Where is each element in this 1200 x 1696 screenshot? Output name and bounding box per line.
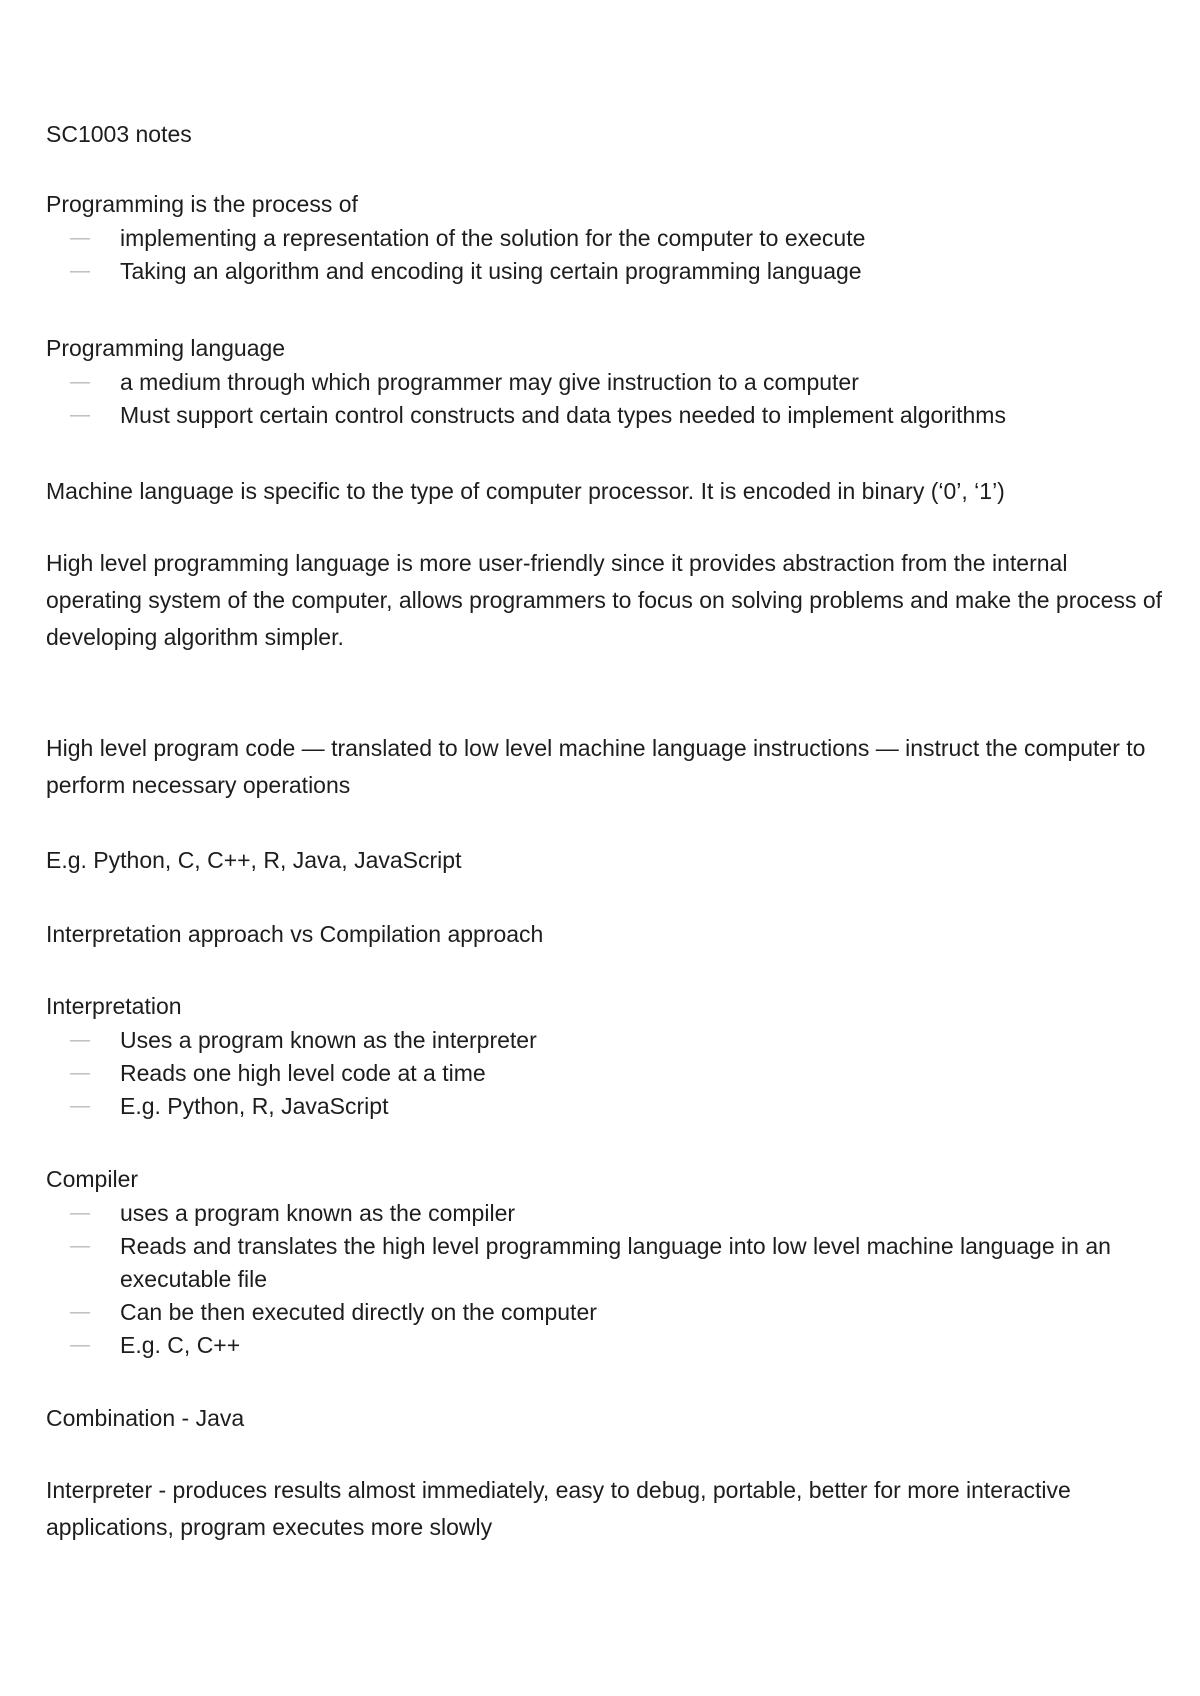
list-item: — Reads and translates the high level programming language into low level machine language in an executable file [46,1230,1120,1296]
approaches-paragraph: Interpretation approach vs Compilation approach [46,921,544,947]
dash-bullet-icon: — [70,371,90,393]
section-heading: Compiler [46,1166,139,1192]
list-item: — Can be then executed directly on the computer [46,1296,1120,1329]
bullet-list [46,1024,1166,1123]
bullet-list [46,1197,1166,1362]
list-item: — Uses a program known as the interpreter [46,1024,1120,1057]
dash-bullet-icon: — [70,1334,90,1356]
interpreter-summary-paragraph: Interpreter - produces results almost immediately, easy to debug, portable, better for more interactive applications, program executes more slowly [46,1477,1071,1540]
dash-bullet-icon: — [70,1301,90,1323]
high-level-code-paragraph: High level program code — translated to low level machine language instructions — instruct the computer to perform necessary operations [46,735,1146,798]
high-level-paragraph: High level programming language is more user-friendly since it provides abstraction from the internal operating system of the computer, allows programmers to focus on solving problems and make the process of developing algorithm simpler. [46,550,1163,650]
machine-language-paragraph: Machine language is specific to the type of computer processor. It is encoded in binary (‘0’, ‘1’) [46,478,1005,504]
list-item: — implementing a representation of the solution for the computer to execute [46,222,1120,255]
list-item: — Taking an algorithm and encoding it using certain programming language [46,255,1120,288]
section-heading: Programming is the process of [46,191,358,217]
programming-section [46,186,1166,288]
page-title: SC1003 notes [46,121,192,147]
section-heading: Programming language [46,335,286,361]
list-item: — E.g. Python, R, JavaScript [46,1090,1120,1123]
interpretation-section [46,988,1166,1123]
dash-bullet-icon: — [70,1029,90,1051]
list-item: — E.g. C, C++ [46,1329,1120,1362]
list-item: — Reads one high level code at a time [46,1057,1120,1090]
bullet-list [46,366,1166,432]
dash-bullet-icon: — [70,1202,90,1224]
dash-bullet-icon: — [70,260,90,282]
bullet-list [46,222,1166,288]
dash-bullet-icon: — [70,227,90,249]
list-item: — uses a program known as the compiler [46,1197,1120,1230]
list-item: — a medium through which programmer may give instruction to a computer [46,366,1120,399]
section-heading: Interpretation [46,993,182,1019]
examples-paragraph: E.g. Python, C, C++, R, Java, JavaScript [46,847,462,873]
combination-paragraph: Combination - Java [46,1405,245,1431]
compiler-section [46,1161,1166,1362]
dash-bullet-icon: — [70,1062,90,1084]
list-item: — Must support certain control constructs and data types needed to implement algorithms [46,399,1120,432]
dash-bullet-icon: — [70,1235,90,1257]
dash-bullet-icon: — [70,1095,90,1117]
dash-bullet-icon: — [70,404,90,426]
language-section [46,330,1166,432]
